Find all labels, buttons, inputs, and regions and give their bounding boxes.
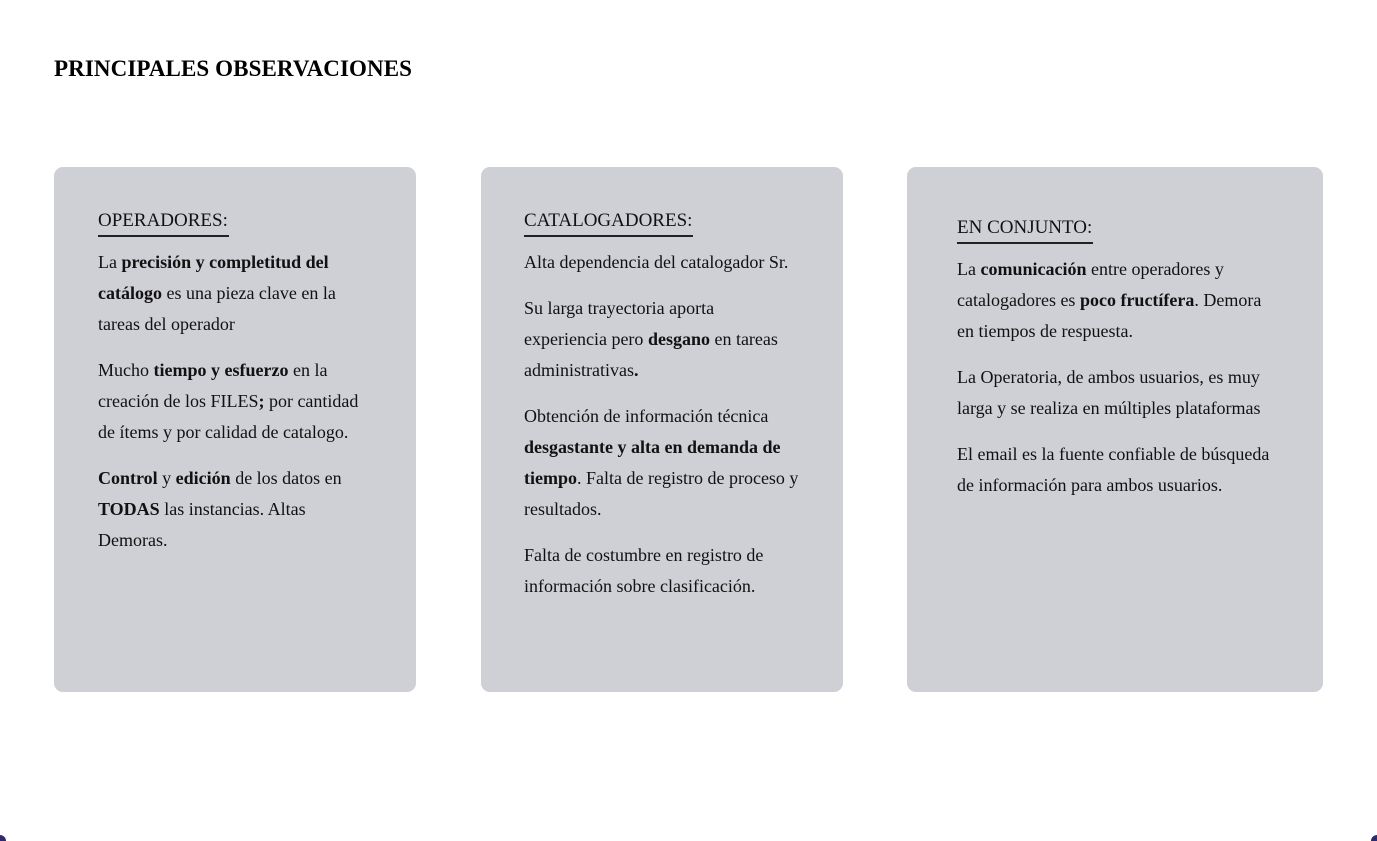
body-text: Alta dependencia del catalogador Sr. bbox=[524, 252, 789, 272]
body-text: Falta de costumbre en registro de información sobre clasificación. bbox=[524, 545, 764, 596]
observation-paragraph bbox=[524, 401, 799, 525]
body-text: y bbox=[157, 468, 176, 488]
body-text: las instancias. Altas Demoras. bbox=[98, 499, 306, 550]
corner-accent-left bbox=[0, 835, 6, 841]
observation-paragraph bbox=[524, 293, 799, 386]
body-text: Mucho bbox=[98, 360, 154, 380]
observation-paragraph bbox=[524, 247, 799, 278]
card-en-conjunto bbox=[907, 167, 1323, 692]
card-catalogadores bbox=[481, 167, 843, 692]
emphasis-text: poco fructífera bbox=[1079, 290, 1195, 310]
body-text: de los datos en bbox=[230, 468, 342, 488]
body-text: es una pieza clave en la tareas del operador bbox=[98, 283, 336, 334]
corner-accent-right bbox=[1371, 835, 1377, 841]
emphasis-text: desgastante y alta en demanda de tiempo bbox=[524, 437, 781, 488]
card-body bbox=[524, 247, 799, 602]
observation-paragraph bbox=[524, 540, 799, 602]
body-text: . Falta de registro de proceso y resultados. bbox=[524, 468, 799, 519]
card-heading-catalogadores: CATALOGADORES: bbox=[524, 209, 693, 237]
observation-paragraph bbox=[98, 247, 372, 340]
emphasis-text: Control bbox=[98, 468, 158, 488]
card-heading-operadores: OPERADORES: bbox=[98, 209, 229, 237]
emphasis-text: . bbox=[633, 360, 639, 380]
card-body bbox=[957, 254, 1279, 501]
observation-paragraph bbox=[957, 439, 1279, 501]
body-text: Obtención de información técnica bbox=[524, 406, 769, 426]
emphasis-text: precisión y completitud del catálogo bbox=[98, 252, 329, 303]
emphasis-text: desgano bbox=[647, 329, 710, 349]
body-text: La Operatoria, de ambos usuarios, es muy larga y se realiza en múltiples plataformas bbox=[957, 367, 1261, 418]
card-body bbox=[98, 247, 372, 556]
body-text: en la creación de los FILES bbox=[98, 360, 328, 411]
emphasis-text: ; bbox=[258, 391, 265, 411]
body-text: La bbox=[957, 259, 981, 279]
emphasis-text: tiempo y esfuerzo bbox=[153, 360, 289, 380]
observation-paragraph bbox=[957, 254, 1279, 347]
body-text: Su larga trayectoria aporta experiencia pero bbox=[524, 298, 715, 349]
body-text: en tareas administrativas bbox=[524, 329, 778, 380]
emphasis-text: TODAS bbox=[98, 499, 160, 519]
body-text: por cantidad de ítems y por calidad de catalogo. bbox=[98, 391, 359, 442]
emphasis-text: comunicación bbox=[980, 259, 1087, 279]
body-text: . Demora en tiempos de respuesta. bbox=[957, 290, 1262, 341]
body-text: entre operadores y catalogadores es bbox=[957, 259, 1224, 310]
observation-paragraph bbox=[98, 463, 372, 556]
observation-paragraph bbox=[98, 355, 372, 448]
card-operadores bbox=[54, 167, 416, 692]
body-text: La bbox=[98, 252, 122, 272]
page-title: PRINCIPALES OBSERVACIONES bbox=[54, 56, 413, 81]
card-heading-en-conjunto: EN CONJUNTO: bbox=[957, 216, 1093, 244]
body-text: El email es la fuente confiable de búsqueda de información para ambos usuarios. bbox=[957, 444, 1270, 495]
emphasis-text: edición bbox=[175, 468, 231, 488]
observation-paragraph bbox=[957, 362, 1279, 424]
